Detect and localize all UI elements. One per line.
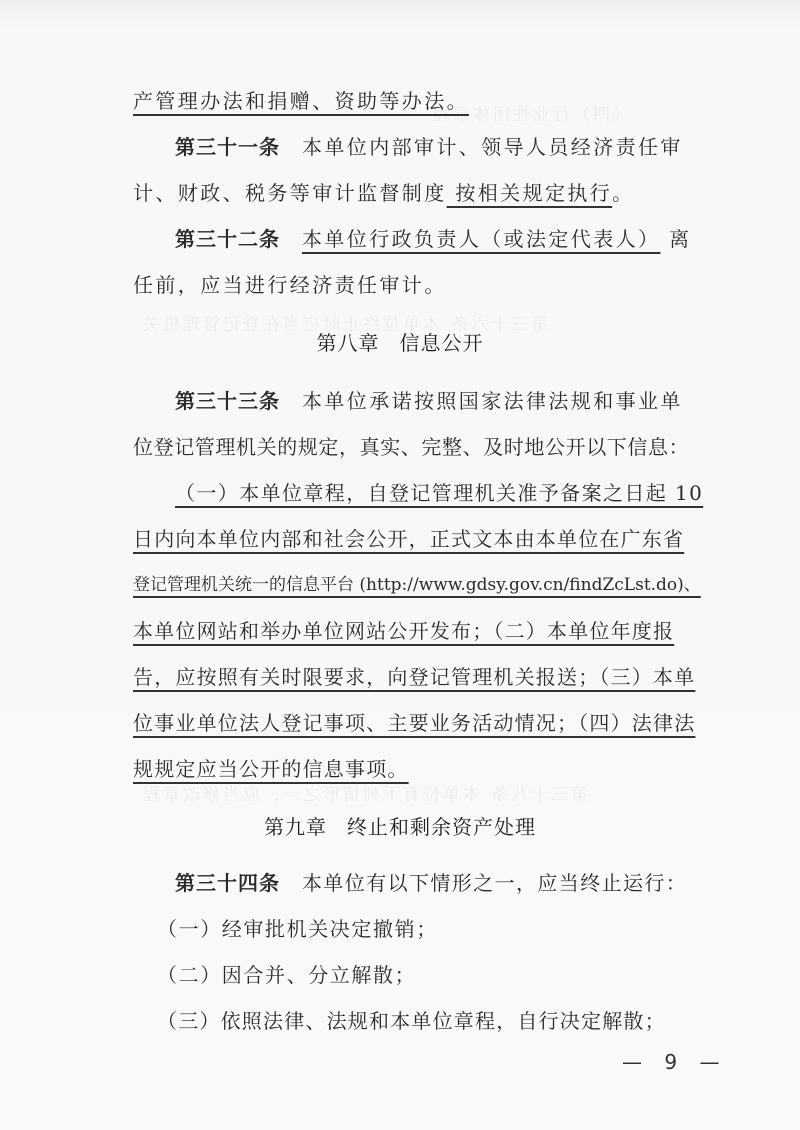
bleed-through-text: 第三十六条 本单位终止时应当在登记管理机关 bbox=[140, 315, 549, 335]
article-text: 本单位承诺按照国家法律法规和事业单 bbox=[302, 389, 683, 413]
article-text: 计、财政、税务等审计监督制度 bbox=[133, 181, 447, 205]
article-33-item-line bbox=[133, 618, 703, 644]
article-33-item-line bbox=[133, 526, 703, 552]
underlined-text: 登记管理机关统一的信息平台 (http://www.gdsy.gov.cn/findZcLst.do)、 bbox=[133, 575, 701, 595]
article-text: 离 bbox=[660, 227, 692, 251]
article-33-item-line bbox=[133, 710, 703, 736]
article-33-line1 bbox=[175, 388, 703, 414]
underlined-text: 产管理办法和捐赠、资助等办法。 bbox=[133, 89, 469, 113]
underlined-text: 日内向本单位内部和社会公开，正式文本由本单位在广东省 bbox=[133, 527, 685, 551]
article-label: 第三十一条 bbox=[175, 135, 280, 159]
item-text: （二）因合并、分立解散； bbox=[157, 963, 417, 987]
chapter-number: 第八章 bbox=[316, 331, 380, 355]
article-text: 任前，应当进行经济责任审计。 bbox=[133, 273, 447, 297]
article-31-line2 bbox=[133, 180, 703, 206]
chapter-title: 终止和剩余资产处理 bbox=[347, 815, 536, 839]
chapter-8-heading bbox=[0, 330, 800, 356]
article-34-line1 bbox=[175, 870, 703, 896]
article-31-line1 bbox=[175, 134, 703, 160]
article-text: 。 bbox=[612, 181, 635, 205]
underlined-text: 本单位网站和举办单位网站公开发布；（二）本单位年度报 bbox=[133, 619, 675, 643]
underlined-text: 规规定应当公开的信息事项。 bbox=[133, 757, 409, 781]
article-33-item-line bbox=[175, 480, 703, 506]
underlined-text: 本单位行政负责人（或法定代表人） bbox=[302, 227, 661, 251]
underlined-text: 按相关规定执行 bbox=[446, 181, 613, 205]
article-34-item bbox=[157, 916, 727, 942]
article-text: 位登记管理机关的规定，真实、完整、及时地公开以下信息： bbox=[133, 435, 690, 459]
bleed-through-text: 第三十八条 本单位有下列情形之一，应当修改章程 bbox=[140, 785, 589, 805]
underlined-text: 告，应按照有关时限要求，向登记管理机关报送；（三）本单 bbox=[133, 665, 696, 689]
article-label: 第三十二条 bbox=[175, 227, 280, 251]
chapter-title: 信息公开 bbox=[399, 331, 484, 355]
bleed-through-text: （四）行业性团体章程 bbox=[430, 105, 630, 125]
article-34-item bbox=[157, 1008, 727, 1034]
article-text: 本单位有以下情形之一，应当终止运行： bbox=[302, 871, 688, 895]
article-32-line1 bbox=[175, 226, 703, 252]
continuation-line bbox=[133, 88, 469, 114]
item-text: （三）依照法律、法规和本单位章程，自行决定解散； bbox=[157, 1009, 666, 1033]
article-34-item bbox=[157, 962, 727, 988]
article-33-item-line bbox=[133, 664, 703, 690]
article-33-item-line bbox=[133, 572, 703, 598]
article-32-line2 bbox=[133, 272, 703, 298]
article-33-line2 bbox=[133, 434, 703, 460]
article-33-item-line bbox=[133, 756, 703, 782]
article-label: 第三十四条 bbox=[175, 871, 280, 895]
underlined-text: 位事业单位法人登记事项、主要业务活动情况；（四）法律法 bbox=[133, 711, 696, 735]
article-label: 第三十三条 bbox=[175, 389, 280, 413]
chapter-9-heading bbox=[0, 814, 800, 840]
chapter-number: 第九章 bbox=[264, 815, 327, 839]
underlined-text: （一）本单位章程，自登记管理机关准予备案之日起 10 bbox=[175, 481, 704, 505]
page-number: — 9 — bbox=[622, 1050, 728, 1074]
article-text: 本单位内部审计、领导人员经济责任审 bbox=[302, 135, 683, 159]
item-text: （一）经审批机关决定撤销； bbox=[157, 917, 438, 941]
